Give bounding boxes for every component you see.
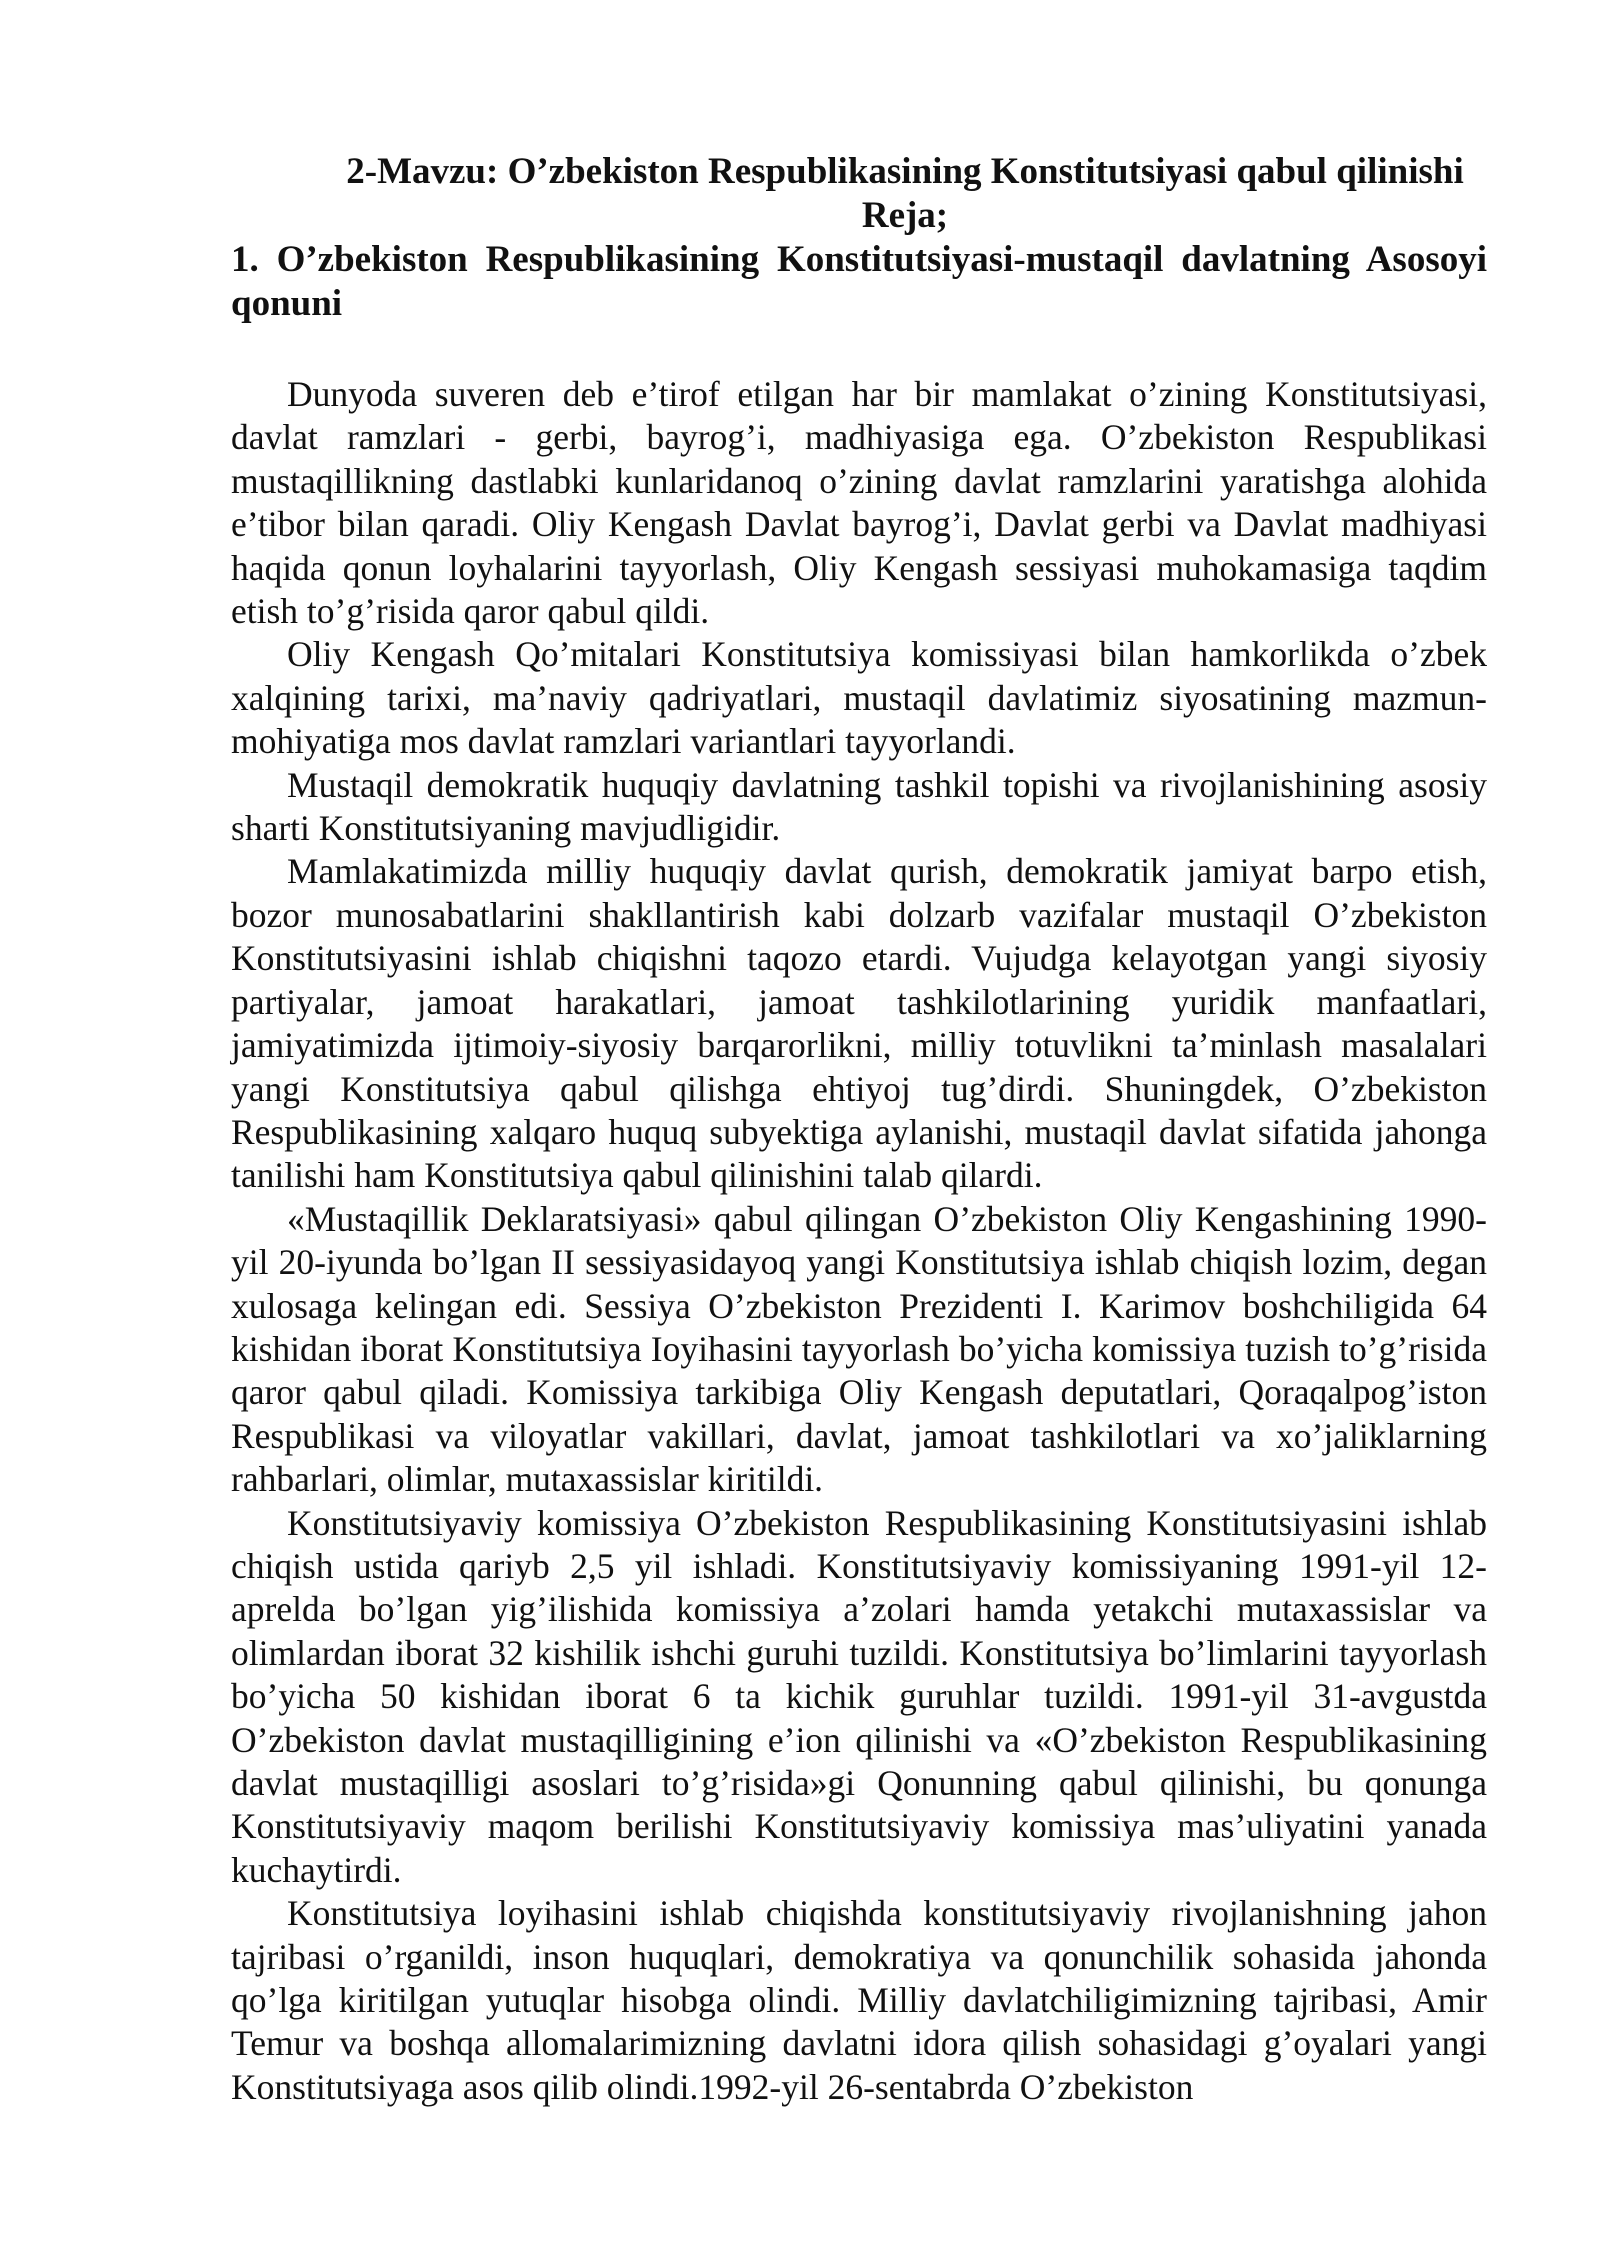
paragraph: Mamlakatimizda milliy huquqiy davlat qurish, demokratik jamiyat barpo etish, bozor munosabatlarini shakllantirish kabi dolzarb vazifalar mustaqil O’zbekiston Konstitutsiyasini ishlab chiqishni taqozo etardi. Vujudga kelayotgan yangi siyosiy partiyalar, jamoat harakatlari, jamoat tashkilotlarining yuridik manfaatlari, jamiyatimizda ijtimoiy-siyosiy barqarorlikni, milliy totuvlikni ta’minlash masalalari yangi Konstitutsiya qabul qilishga ehtiyoj tug’dirdi. Shuningdek, O’zbekiston Respublikasining xalqaro huquq subyektiga aylanishi, mustaqil davlat sifatida jahonga tanilishi ham Konstitutsiya qabul qilinishini talab qilardi. <box>231 851 1487 1196</box>
paragraph: Konstitutsiyaviy komissiya O’zbekiston Respublikasining Konstitutsiyasini ishlab chiqish ustida qariyb 2,5 yil ishladi. Konstitutsiyaviy komissiyaning 1991-yil 12-aprelda bo’lgan yig’ilishida komissiya a’zolari hamda yetakchi mutaxassislar va olimlardan iborat 32 kishilik ishchi guruhi tuzildi. Konstitutsiya bo’limlarini tayyorlash bo’yicha 50 kishidan iborat 6 ta kichik guruhlar tuzildi. 1991-yil 31-avgustda O’zbekiston davlat mustaqilligining e’ion qilinishi va «O’zbekiston Respublikasining davlat mustaqilligi asoslari to’g’risida»gi Qonunning qabul qilinishi, bu qonunga Konstitutsiyaviy maqom berilishi Konstitutsiyaviy komissiya mas’uliyatini yanada kuchaytirdi. <box>231 1502 1487 1890</box>
paragraph: Konstitutsiya loyihasini ishlab chiqishda konstitutsiyaviy rivojlanishning jahon tajribasi o’rganildi, inson huquqlari, demokratiya va qonunchilik sohasida jahonda qo’lga kiritilgan yutuqlar hisobga olindi. Milliy davlatchiligimizning tajribasi, Amir Temur va boshqa allomalarimizning davlatni idora qilish sohasidagi g’oyalari yangi Konstitutsiyaga asos qilib olindi.1992-yil 26-sentabrda O’zbekiston <box>231 1893 1487 2107</box>
document-title: 2-Mavzu: O’zbekiston Respublikasining Konstitutsiyasi qabul qilinishi <box>346 151 1464 192</box>
document-body <box>231 373 1487 2109</box>
paragraph: Oliy Kengash Qo’mitalari Konstitutsiya komissiyasi bilan hamkorlikda o’zbek xalqining tarixi, ma’naviy qadriyatlari, mustaqil davlatimiz siyosatining mazmun-mohiyatiga mos davlat ramzlari variantlari tayyorlandi. <box>231 634 1487 762</box>
document-page <box>231 150 1487 2109</box>
plan-item: 1. O’zbekiston Respublikasining Konstitutsiyasi-mustaqil davlatning Asosoyi qonuni <box>231 239 1487 324</box>
paragraph: Mustaqil demokratik huquqiy davlatning tashkil topishi va rivojlanishining asosiy sharti Konstitutsiyaning mavjudligidir. <box>231 764 1487 849</box>
paragraph: Dunyoda suveren deb e’tirof etilgan har bir mamlakat o’zining Konstitutsiyasi, davlat ramzlari - gerbi, bayrog’i, madhiyasiga ega. O’zbekiston Respublikasi mustaqillikning dastlabki kunlaridanoq o’zining davlat ramzlarini yaratishga alohida e’tibor bilan qaradi. Oliy Kengash Davlat bayrog’i, Davlat gerbi va Davlat madhiyasi haqida qonun loyhalarini tayyorlash, Oliy Kengash sessiyasi muhokamasiga taqdim etish to’g’risida qaror qabul qildi. <box>231 374 1487 632</box>
plan-label: Reja; <box>861 195 949 236</box>
paragraph: «Mustaqillik Deklaratsiyasi» qabul qilingan O’zbekiston Oliy Kengashining 1990-yil 20-iyunda bo’lgan II sessiyasidayoq yangi Konstitutsiya ishlab chiqish lozim, degan xulosaga kelingan edi. Sessiya O’zbekiston Prezidenti I. Karimov boshchiligida 64 kishidan iborat Konstitutsiya Ioyihasini tayyorlash bo’yicha komissiya tuzish to’g’risida qaror qabul qiladi. Komissiya tarkibiga Oliy Kengash deputatlari, Qoraqalpog’iston Respublikasi va viloyatlar vakillari, davlat, jamoat tashkilotlari va xo’jaliklarning rahbarlari, olimlar, mutaxassislar kiritildi. <box>231 1198 1487 1500</box>
